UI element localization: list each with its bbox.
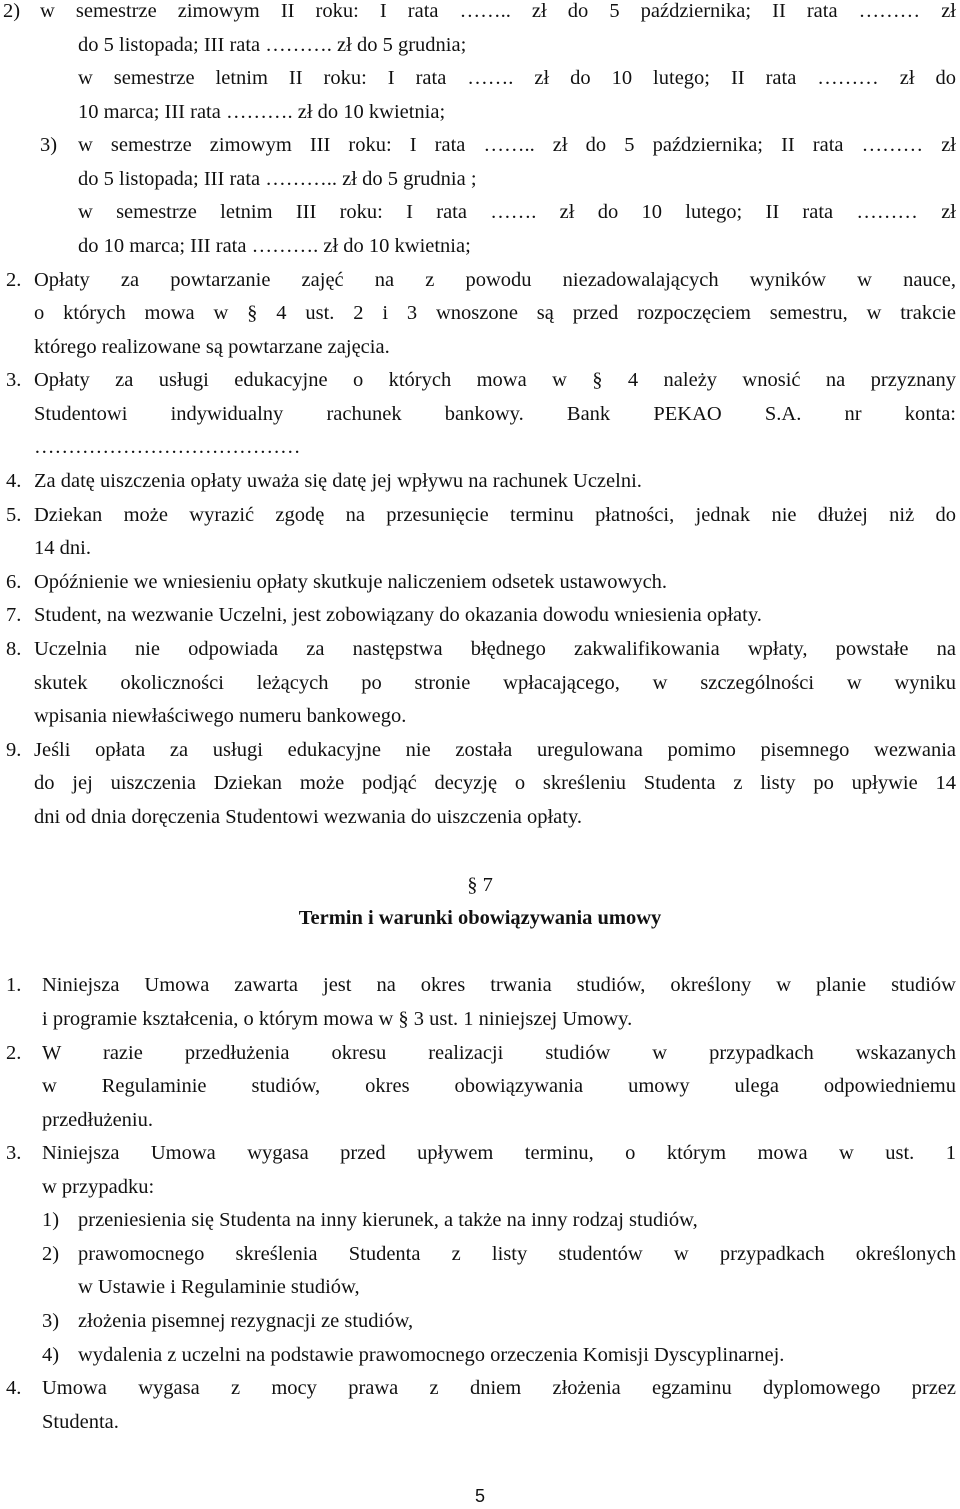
- text-line: do 5 listopada; III rata ………. zł do 5 grudnia;: [78, 34, 467, 56]
- text-line: W razie przedłużenia okresu realizacji studiów w przypadkach wskazanych: [42, 1042, 956, 1064]
- text-line: Opóźnienie we wniesieniu opłaty skutkuje naliczeniem odsetek ustawowych.: [34, 571, 668, 593]
- list-number: 3): [40, 134, 58, 156]
- text-line: w przypadku:: [42, 1176, 155, 1198]
- text-line: którego realizowane są powtarzane zajęcia.: [34, 336, 390, 358]
- text-line: do jej uiszczenia Dziekan może podjąć decyzję o skreśleniu Studenta z listy po upływie 14: [34, 772, 956, 794]
- list-number: 7.: [6, 604, 22, 626]
- section-number: § 7: [467, 874, 493, 896]
- text-line: w semestrze zimowym II roku: I rata …….. zł do 5 października; II rata ……… zł: [40, 0, 956, 22]
- text-line: dni od dnia doręczenia Studentowi wezwania do uiszczenia opłaty.: [34, 806, 582, 828]
- list-number: 3.: [6, 1142, 22, 1164]
- list-number: 1.: [6, 974, 22, 996]
- text-line: 14 dni.: [34, 537, 91, 559]
- text-line: i programie kształcenia, o którym mowa w § 3 ust. 1 niniejszej Umowy.: [42, 1008, 633, 1030]
- page-number: 5: [474, 1486, 485, 1506]
- list-number: 6.: [6, 571, 22, 593]
- list-number: 8.: [6, 638, 22, 660]
- text-line: Niniejsza Umowa zawarta jest na okres trwania studiów, określony w planie studiów: [42, 974, 956, 996]
- text-line: wydalenia z uczelni na podstawie prawomocnego orzeczenia Komisji Dyscyplinarnej.: [78, 1344, 785, 1366]
- text-line: Student, na wezwanie Uczelni, jest zobowiązany do okazania dowodu wniesienia opłaty.: [34, 604, 762, 626]
- text-line: w semestrze zimowym III roku: I rata …….. zł do 5 października; II rata ……… zł: [78, 134, 956, 156]
- text-line: Jeśli opłata za usługi edukacyjne nie została uregulowana pomimo pisemnego wezwania: [34, 739, 956, 761]
- account-number-blank: …………………………………: [34, 436, 301, 458]
- list-number: 4.: [6, 470, 22, 492]
- text-line: przedłużeniu.: [42, 1109, 153, 1131]
- list-number: 2): [3, 0, 21, 22]
- text-line: Studenta.: [42, 1411, 119, 1433]
- text-line: wpisania niewłaściwego numeru bankowego.: [34, 705, 407, 727]
- list-number: 4.: [6, 1377, 22, 1399]
- text-line: skutek okoliczności leżących po stronie wpłacającego, w szczególności w wyniku: [34, 672, 956, 694]
- list-number: 3): [42, 1310, 60, 1332]
- text-line: Umowa wygasa z mocy prawa z dniem złożenia egzaminu dyplomowego przez: [42, 1377, 956, 1399]
- list-number: 4): [42, 1344, 60, 1366]
- text-line: Opłaty za usługi edukacyjne o których mowa w § 4 należy wnosić na przyznany: [34, 369, 956, 391]
- text-line: złożenia pisemnej rezygnacji ze studiów,: [78, 1310, 414, 1332]
- text-line: prawomocnego skreślenia Studenta z listy studentów w przypadkach określonych: [78, 1243, 956, 1265]
- text-line: 10 marca; III rata ………. zł do 10 kwietnia;: [78, 101, 446, 123]
- text-line: Za datę uiszczenia opłaty uważa się datę jej wpływu na rachunek Uczelni.: [34, 470, 642, 492]
- list-number: 2.: [6, 1042, 22, 1064]
- text-line: Studentowi indywidualny rachunek bankowy. Bank PEKAO S.A. nr konta:: [34, 403, 956, 425]
- list-number: 1): [42, 1209, 60, 1231]
- text-line: do 5 listopada; III rata ……….. zł do 5 grudnia ;: [78, 168, 477, 190]
- text-line: przeniesienia się Studenta na inny kierunek, a także na inny rodzaj studiów,: [78, 1209, 698, 1231]
- list-number: 5.: [6, 504, 22, 526]
- list-number: 3.: [6, 369, 22, 391]
- text-line: w semestrze letnim II roku: I rata ……. zł do 10 lutego; II rata ……… zł do: [78, 67, 956, 89]
- text-line: Niniejsza Umowa wygasa przed upływem terminu, o którym mowa w ust. 1: [42, 1142, 956, 1164]
- section-title: Termin i warunki obowiązywania umowy: [298, 907, 662, 929]
- text-line: w semestrze letnim III roku: I rata ……. zł do 10 lutego; II rata ……… zł: [78, 201, 956, 223]
- text-line: w Regulaminie studiów, okres obowiązywania umowy ulega odpowiedniemu: [42, 1075, 956, 1097]
- text-line: Dziekan może wyrazić zgodę na przesunięcie terminu płatności, jednak nie dłużej niż do: [34, 504, 956, 526]
- text-line: Opłaty za powtarzanie zajęć na z powodu niezadowalających wyników w nauce,: [34, 269, 956, 291]
- text-line: o których mowa w § 4 ust. 2 i 3 wnoszone są przed rozpoczęciem semestru, w trakcie: [34, 302, 956, 324]
- text-line: Uczelnia nie odpowiada za następstwa błędnego zakwalifikowania wpłaty, powstałe na: [34, 638, 956, 660]
- list-number: 9.: [6, 739, 22, 761]
- text-line: w Ustawie i Regulaminie studiów,: [78, 1276, 360, 1298]
- text-line: do 10 marca; III rata ………. zł do 10 kwietnia;: [78, 235, 471, 257]
- list-number: 2.: [6, 269, 22, 291]
- list-number: 2): [42, 1243, 60, 1265]
